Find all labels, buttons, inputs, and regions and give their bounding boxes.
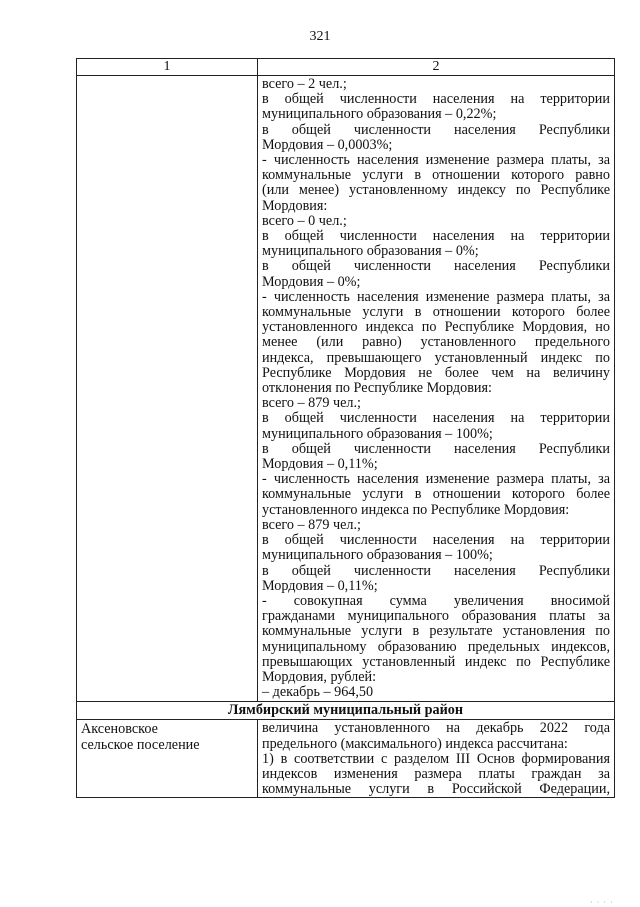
text-line: в общей численности населения Республики bbox=[262, 121, 610, 138]
text-line: – декабрь – 964,50 bbox=[262, 684, 374, 701]
text-line: коммунальные услуги в отношении которого более bbox=[262, 486, 610, 503]
text-line: муниципального образования – 100%; bbox=[262, 547, 493, 564]
text-line: - численность населения изменение размера платы, за bbox=[262, 471, 610, 488]
text-line: отклонения по Республике Мордовия: bbox=[262, 380, 492, 397]
text-line: установленного индекса по Республике Мордовия: bbox=[262, 501, 570, 518]
text-line: (или менее) установленному индексу по Республике bbox=[262, 182, 610, 199]
text-line: в общей численности населения на территории bbox=[262, 228, 610, 245]
text-line: Мордовия – 0,11%; bbox=[262, 456, 378, 473]
text-line: муниципального образования – 0,22%; bbox=[262, 106, 497, 123]
text-line: Мордовия: bbox=[262, 197, 328, 214]
text-line: муниципального образования – 100%; bbox=[262, 425, 493, 442]
text-line: муниципальному образованию предельных индексов, bbox=[262, 638, 610, 655]
text-line: всего – 2 чел.; bbox=[262, 76, 347, 92]
text-line: 1) в соответствии с разделом III Основ формирования bbox=[262, 750, 610, 767]
text-line: установленного индекса по Республике Мордовия, но bbox=[262, 319, 610, 336]
text-line: превышающих установленный индекс по Республике bbox=[262, 653, 610, 670]
settlement-name: Аксеновское bbox=[81, 721, 158, 738]
text-line: в общей численности населения Республики bbox=[262, 562, 610, 579]
empty-left-cell bbox=[77, 76, 258, 702]
margin-mark: · · · · bbox=[590, 898, 614, 907]
description-cell bbox=[258, 76, 615, 702]
text-line: коммунальные услуги в Российской Федерации, bbox=[262, 781, 610, 798]
text-line: Мордовия – 0%; bbox=[262, 273, 361, 290]
text-line: величина установленного на декабрь 2022 года bbox=[262, 720, 610, 737]
text-line: всего – 879 чел.; bbox=[262, 395, 361, 412]
text-line: индекса, превышающего установленный индекс по bbox=[262, 349, 610, 366]
table-row bbox=[77, 76, 615, 702]
text-line: всего – 879 чел.; bbox=[262, 516, 361, 533]
text-line: Республике Мордовия не более чем на величину bbox=[262, 364, 610, 381]
text-line: в общей численности населения на территории bbox=[262, 91, 610, 108]
text-line: в общей численности населения на территории bbox=[262, 532, 610, 549]
text-line: коммунальные услуги в результате установления по bbox=[262, 623, 610, 640]
text-line: Мордовия – 0,0003%; bbox=[262, 136, 393, 153]
description-cell bbox=[258, 720, 615, 798]
text-line: - совокупная сумма увеличения вносимой bbox=[262, 592, 610, 609]
text-line: всего – 0 чел.; bbox=[262, 212, 347, 229]
table-header-row bbox=[77, 59, 615, 76]
settlement-cell bbox=[77, 720, 258, 798]
text-line: - численность населения изменение размера платы, за bbox=[262, 288, 610, 305]
document-table bbox=[76, 58, 615, 798]
district-title: Лямбирский муниципальный район bbox=[77, 702, 615, 720]
text-line: предельного (максимального) индекса рассчитана: bbox=[262, 735, 568, 752]
text-line: в общей численности населения на территории bbox=[262, 410, 610, 427]
text-line: Мордовия – 0,11%; bbox=[262, 577, 378, 594]
text-line: индексов изменения размера платы граждан за bbox=[262, 765, 610, 782]
page-number: 321 bbox=[309, 29, 331, 44]
district-row bbox=[77, 702, 615, 720]
column-2-header: 2 bbox=[258, 59, 615, 76]
text-line: Мордовия, рублей: bbox=[262, 668, 377, 685]
column-1-header: 1 bbox=[77, 59, 258, 76]
text-line: менее (или равно) установленного предельного bbox=[262, 334, 610, 351]
text-line: муниципального образования – 0%; bbox=[262, 243, 479, 260]
text-line: гражданами муниципального образования платы за bbox=[262, 608, 610, 625]
text-line: в общей численности населения Республики bbox=[262, 258, 610, 275]
text-line: - численность населения изменение размера платы, за bbox=[262, 152, 610, 169]
settlement-type: сельское поселение bbox=[81, 736, 200, 753]
table-row bbox=[77, 720, 615, 798]
text-line: коммунальные услуги в отношении которого более bbox=[262, 304, 610, 321]
text-line: коммунальные услуги в отношении которого равно bbox=[262, 167, 610, 184]
text-line: в общей численности населения Республики bbox=[262, 440, 610, 457]
